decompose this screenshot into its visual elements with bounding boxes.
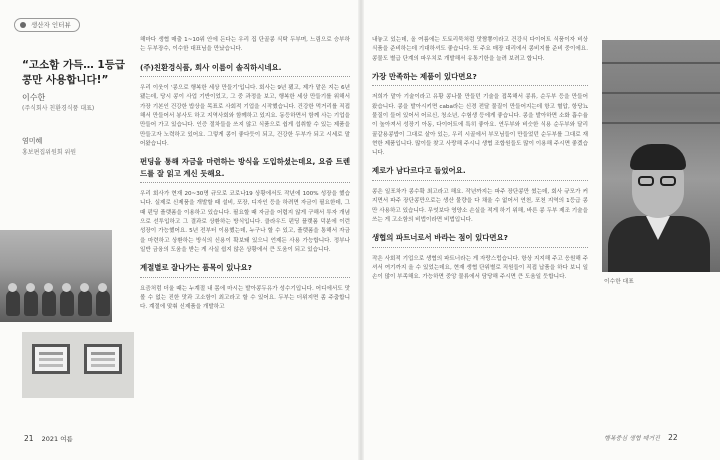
page-gutter	[358, 0, 364, 460]
interview-question: 가장 만족하는 제품이 있다면요?	[372, 71, 588, 87]
right-article-column	[372, 36, 588, 288]
answer-paragraph: 우리 이웃이 '콩으로 행복한 세상 만들기'입니다. 회사는 9년 됐고, 제가 맡은 지는 6년 됐는데, 당시 콩이 사업 기반이었고, 그 중 과정을 보고, 행복한 세상 만들기를 위해서 가장 기본인 건강한 밥상을 목표로 사회적 기업을 시작했습니다. 건강한 먹거리를 직접해서 만들어서 봉사도 하고 지역사회와 함께하고 있지요. 동등하면서 함께 사는 기업을 만들어 가고 있습니다. 인증 절차들을 쓰지 않고 식품으로 쉽게 섭취할 수 있는 제품을 만들고자 노력하고 있어요. 그렇게 콩이 좋다듯이 되고, 건강한 두부가 되고 시세로 말어왔습니다.	[140, 85, 350, 147]
reporter-name: 염미혜	[22, 137, 43, 145]
section-tag: 생산자 인터뷰	[14, 18, 80, 32]
certificate-frames-photo	[22, 332, 134, 398]
left-folio	[24, 434, 73, 443]
team-photo	[0, 230, 112, 322]
interview-question: 생협의 파트너로서 바라는 점이 있다면요?	[372, 232, 588, 248]
answer-paragraph: 우리 회사가 현재 20~30명 규모로 코로나19 상황에서도 작년에 100% 성장을 했습니다. 실제로 신제품을 개발할 때 설비, 포장, 디자인 등을 하려면 자금이 필요한데, 그때 펀딩 플랫폼을 이용하고 있습니다. 필요할 때 자금을 어렵지 않게 구해서 투자 개념으로 선투입하고 그 결과로 상환하는 방식입니다. 클라우드 펀딩 플랫폼 덕분에 이런 성장이 가능했어요. 5년 전부터 이용했는데, 누구나 할 수 있고, 플랫폼을 통해서 자금을 마련하고 상환하는 방식의 신용이 확보돼 있으니 언제든 사용 가능합니다. 정부나 일반 금융의 도움을 받는 게 사실 쉽지 않은 상황에서 큰 도움이 되고 있습니다.	[140, 191, 350, 253]
interview-question: (주)친환경식품, 회사 이름이 솔직하시네요.	[140, 62, 350, 78]
interviewee-name: 이수한	[22, 93, 46, 102]
answer-paragraph: 요즘처럼 더울 때는 누계절 내 몸에 마시는 발아콩두유가 성수기입니다. 어디에서도 맛볼 수 없는 진한 맛과 고소함이 최고라고 할 수 있어요. 두부는 더위지면 좀 주춤합니다. 계절에 맞춰 신제품을 개발하고	[140, 285, 350, 311]
interview-question: 제로가 남다르다고 들었어요.	[372, 165, 588, 181]
photo-caption: 이수한 대표	[604, 279, 634, 285]
interview-question: 펀딩을 통해 자금을 마련하는 방식을 도입하셨는데요, 요즘 트렌드를 잘 읽고 계신 듯해요.	[140, 156, 350, 183]
right-page-number: 22	[668, 433, 678, 442]
interviewee-title: (주식회사 친환경식품 대표)	[22, 105, 95, 112]
portrait-photo	[602, 40, 720, 272]
continued-paragraph: 내놓고 있는데, 올 여름에는 도토리묵처럼 맛짬뽕이라고 건강식 다이어트 식품이자 비상식품을 준비하는데 기대하셔도 좋습니다. 또 주요 매장 대리에서 콩비지를 준비 중이에요. 콩물도 별급 단계의 파우치로 개발해서 유통기한을 늘려 보려고 합니다.	[372, 37, 588, 62]
answer-paragraph: 콩은 일포차가 콩수확 최고라고 해요. 작년까지는 파주 장단콩만 썼는데, 회사 규모가 커지면서 파주 장단콩만으로는 생산 물량을 다 채울 수 없어서 연천, 포천 지역의 1등급 콩만 사용하고 있습니다. 무엇보다 영양소 손실을 적게 하기 위해, 바른 콩 두부 제조 기술을 쓰는 게 고소함의 비법이라면 비법입니다.	[372, 188, 588, 223]
magazine-name: 행복중심 생협 매거진	[604, 435, 660, 442]
right-folio	[604, 433, 678, 442]
issue-label: 2021 여름	[41, 435, 73, 443]
lead-paragraph: 해마다 생협 매출 1~10위 안에 든다는 우리 집 단골콩 식탁 두부며, 느림으로 승부하는 두부장수, 이수한 대표님을 만났습니다.	[140, 37, 350, 53]
headline: “고소함 가득… 1등급 콩만 사용합니다!”	[22, 59, 126, 86]
left-article-column	[140, 36, 350, 318]
answer-paragraph: 작은 사회적 기업으로 생협의 파트너라는 게 자랑스럽습니다. 항상 지지해 주고 응원해 주셔서 여기까지 올 수 있었는데요, 현재 생협 단위별로 직원들이 직접 납품을 하다 보니 일손이 많이 부족해요. 가능하면 중앙 물류에서 담당해 주시면 큰 도움일 듯합니다.	[372, 255, 588, 281]
left-page-number: 21	[24, 434, 34, 443]
answer-paragraph: 저희가 맡아 기술이라고 유황 콩나물 만들던 기술을 접목해서 콩류, 순두부 등을 만들어 왔습니다. 콩을 발아시키면 caba라는 신경 전달 물질이 만들어지는데 항고 혈압, 항당뇨 물질이 들어 있어서 어르신, 청소년, 수험생 등에게 좋습니다. 콩을 발아하면 소화 흡수율이 높아져서 성장기 아동, 다이어트에 특히 좋아요. 연두부와 비슷한 식용 순두부와 달리 꿀같용콩밥이 그대로 살아 있는, 우리 시골에서 부모님들이 만들었던 순두부를 그대로 재현한 제품입니다. 많이들 찾고 사랑해 주시니 생협 조합원들도 많이 이용해 주시면 좋겠습니다.	[372, 94, 588, 157]
reporter-title: 홍보편집위원회 위원	[22, 149, 77, 156]
interview-question: 계절별로 잘나가는 품목이 있나요?	[140, 262, 350, 278]
